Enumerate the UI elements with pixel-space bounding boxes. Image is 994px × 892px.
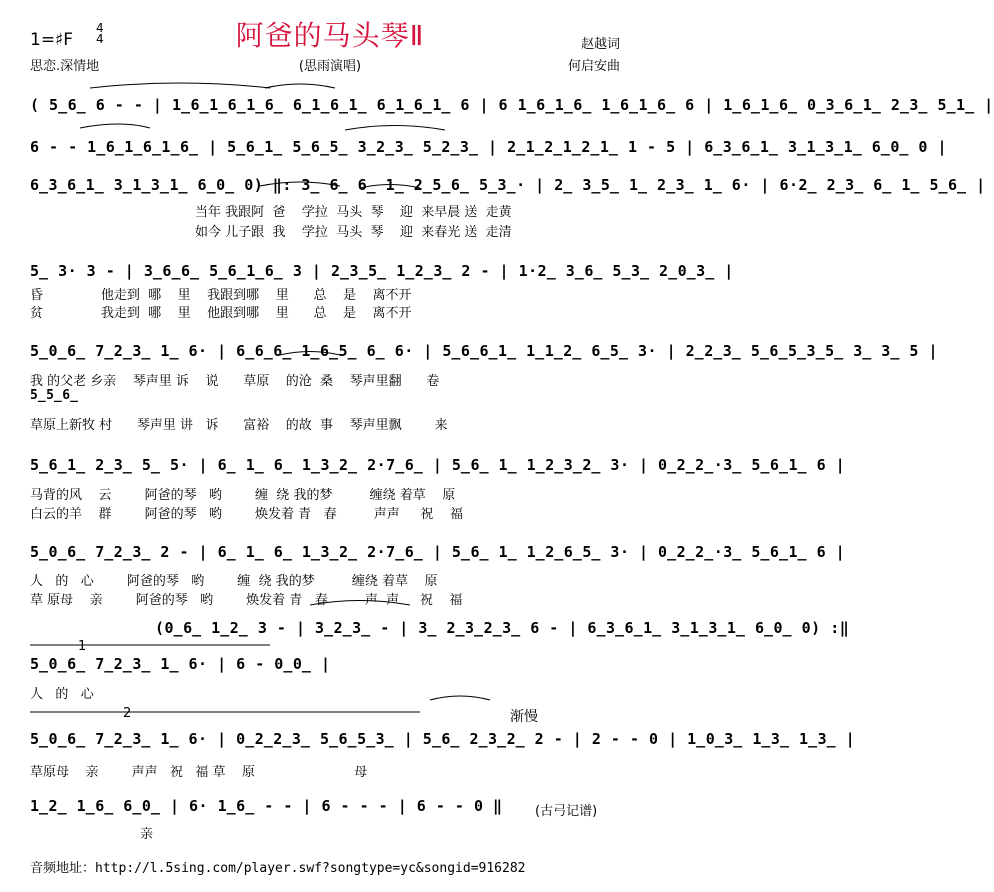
slur — [80, 124, 150, 128]
score-line-8: (0̲6̲ 1̲2̲ 3 - | 3̲2̲3̲ - | 3̲ 2̲3̲2̲3̲ 6 - | 6̲3̲6̲1̲ 3̲1̲3̲1̲ 6̲0̲ 0) :‖ — [155, 619, 850, 637]
lyric-line: 如今 儿子跟 我 学拉 马头 琴 迎 来春光 送 走清 — [195, 225, 512, 240]
score-line-3: 6̲3̲6̲1̲ 3̲1̲3̲1̲ 6̲0̲ 0) ‖: 3̲ 6̲ 6̲ 1̲ 2̲5̲6̲ 5̲3̲· | 2̲ 3̲5̲ 1̲ 2̲3̲ 1̲ 6· | 6·2̲ 2̲3̲ 6̲ 1̲ 5̲6̲ | — [30, 176, 986, 194]
singer-credit: (思雨演唱) — [298, 59, 362, 74]
score-line-1: ( 5̲6̲ 6 - - | 1̲6̲1̲6̲1̲6̲ 6̲1̲6̲1̲ 6̲1̲6̲1̲ 6 | 6 1̲6̲1̲6̲ 1̲6̲1̲6̲ 6 | 1̲6̲1̲6̲ 0̲3̲6̲1̲ 2̲3̲ 5̲1̲ | — [30, 96, 994, 114]
score-aside: 5̲5̲6̲ — [30, 388, 79, 403]
audio-label: 音频地址： — [30, 861, 96, 876]
lyric-line: 人 的 心 阿爸的琴 哟 缠 绕 我的梦 缠绕 着草 原 — [30, 574, 438, 589]
composer-credit: 何启安曲 — [567, 59, 620, 74]
lyric-line: 马背的风 云 阿爸的琴 哟 缠 绕 我的梦 缠绕 着草 原 — [30, 488, 456, 503]
audio-address — [30, 857, 525, 876]
transcriber-credit: (古弓记谱) — [535, 804, 598, 819]
tempo-mood: 思恋.深情地 — [30, 59, 100, 74]
lyric-line: 当年 我跟阿 爸 学拉 马头 琴 迎 来早晨 送 走黄 — [195, 205, 512, 220]
score-line-5: 5̲0̲6̲ 7̲2̲3̲ 1̲ 6· | 6̲6̲6̲ 1̲6̲5̲ 6̲ 6· | 5̲6̲6̲1̲ 1̲1̲2̲ 6̲5̲ 3· | 2̲2̲3̲ 5̲6̲5̲3̲5̲ 3̲ 3̲ 5 | — [30, 342, 938, 360]
volta-two: 2 — [123, 706, 132, 721]
lyricist-credit: 赵越词 — [580, 37, 620, 52]
slur — [345, 126, 445, 131]
score-line-9: 5̲0̲6̲ 7̲2̲3̲ 1̲ 6· | 6 - 0̲0̲ | — [30, 655, 331, 673]
score-line-10: 5̲0̲6̲ 7̲2̲3̲ 1̲ 6· | 0̲2̲2̲3̲ 5̲6̲5̲3̲ | 5̲6̲ 2̲3̲2̲ 2 - | 2 - - 0 | 1̲0̲3̲ 1̲3̲ 1̲3̲ | — [30, 730, 856, 748]
volta-one: 1 — [78, 639, 87, 654]
lyric-line: 贫 我走到 哪 里 他跟到哪 里 总 是 离不开 — [30, 306, 412, 321]
score-line-11: 1̲2̲ 1̲6̲ 6̲0̲ | 6· 1̲6̲ - - | 6 - - - | 6 - - 0 ‖ — [30, 797, 503, 815]
time-numerator: 4 — [96, 21, 104, 35]
song-title: 阿爸的马头琴Ⅱ — [235, 19, 425, 52]
lyric-line: 人 的 心 — [30, 687, 94, 702]
lyric-line: 我 的父老 乡亲 琴声里 诉 说 草原 的沧 桑 琴声里翻 卷 — [30, 374, 440, 389]
ritardando-mark: 渐慢 — [510, 709, 538, 725]
score-line-4: 5̲ 3· 3 - | 3̲6̲6̲ 5̲6̲1̲6̲ 3 | 2̲3̲5̲ 1̲2̲3̲ 2 - | 1·2̲ 3̲6̲ 5̲3̲ 2̲0̲3̲ | — [30, 262, 734, 280]
slur — [430, 696, 490, 700]
audio-url-link[interactable]: http://l.5sing.com/player.swf?songtype=yc&songid=916282 — [95, 861, 526, 876]
lyric-line: 草 原母 亲 阿爸的琴 哟 焕发着 青 春 声 声 祝 福 — [30, 593, 463, 608]
score-line-7: 5̲0̲6̲ 7̲2̲3̲ 2 - | 6̲ 1̲ 6̲ 1̲3̲2̲ 2·7̲6̲ | 5̲6̲ 1̲ 1̲2̲6̲5̲ 3· | 0̲2̲2̲·3̲ 5̲6̲1̲ 6 | — [30, 543, 846, 561]
lyric-line: 草原上新牧 村 琴声里 讲 诉 富裕 的故 事 琴声里飘 来 — [30, 418, 448, 433]
score-line-6: 5̲6̲1̲ 2̲3̲ 5̲ 5· | 6̲ 1̲ 6̲ 1̲3̲2̲ 2·7̲6̲ | 5̲6̲ 1̲ 1̲2̲3̲2̲ 3· | 0̲2̲2̲·3̲ 5̲6̲1̲ 6 | — [30, 456, 846, 474]
lyric-line: 亲 — [140, 827, 154, 842]
slur — [265, 84, 335, 88]
score-line-2: 6 - - 1̲6̲1̲6̲1̲6̲ | 5̲6̲1̲ 5̲6̲5̲ 3̲2̲3̲ 5̲2̲3̲ | 2̲1̲2̲1̲2̲1̲ 1 - 5 | 6̲3̲6̲1̲ 3̲1̲3̲1̲ 6̲0̲ 0 | — [30, 138, 948, 156]
lyric-line: 白云的羊 群 阿爸的琴 哟 焕发着 青 春 声声 祝 福 — [30, 507, 463, 522]
lyric-line: 草原母 亲 声声 祝 福 草 原 母 — [30, 765, 368, 780]
lyric-line: 昏 他走到 哪 里 我跟到哪 里 总 是 离不开 — [30, 288, 412, 303]
key-signature: 1=♯F — [30, 30, 74, 50]
time-denominator: 4 — [96, 32, 104, 46]
slur — [90, 83, 270, 88]
